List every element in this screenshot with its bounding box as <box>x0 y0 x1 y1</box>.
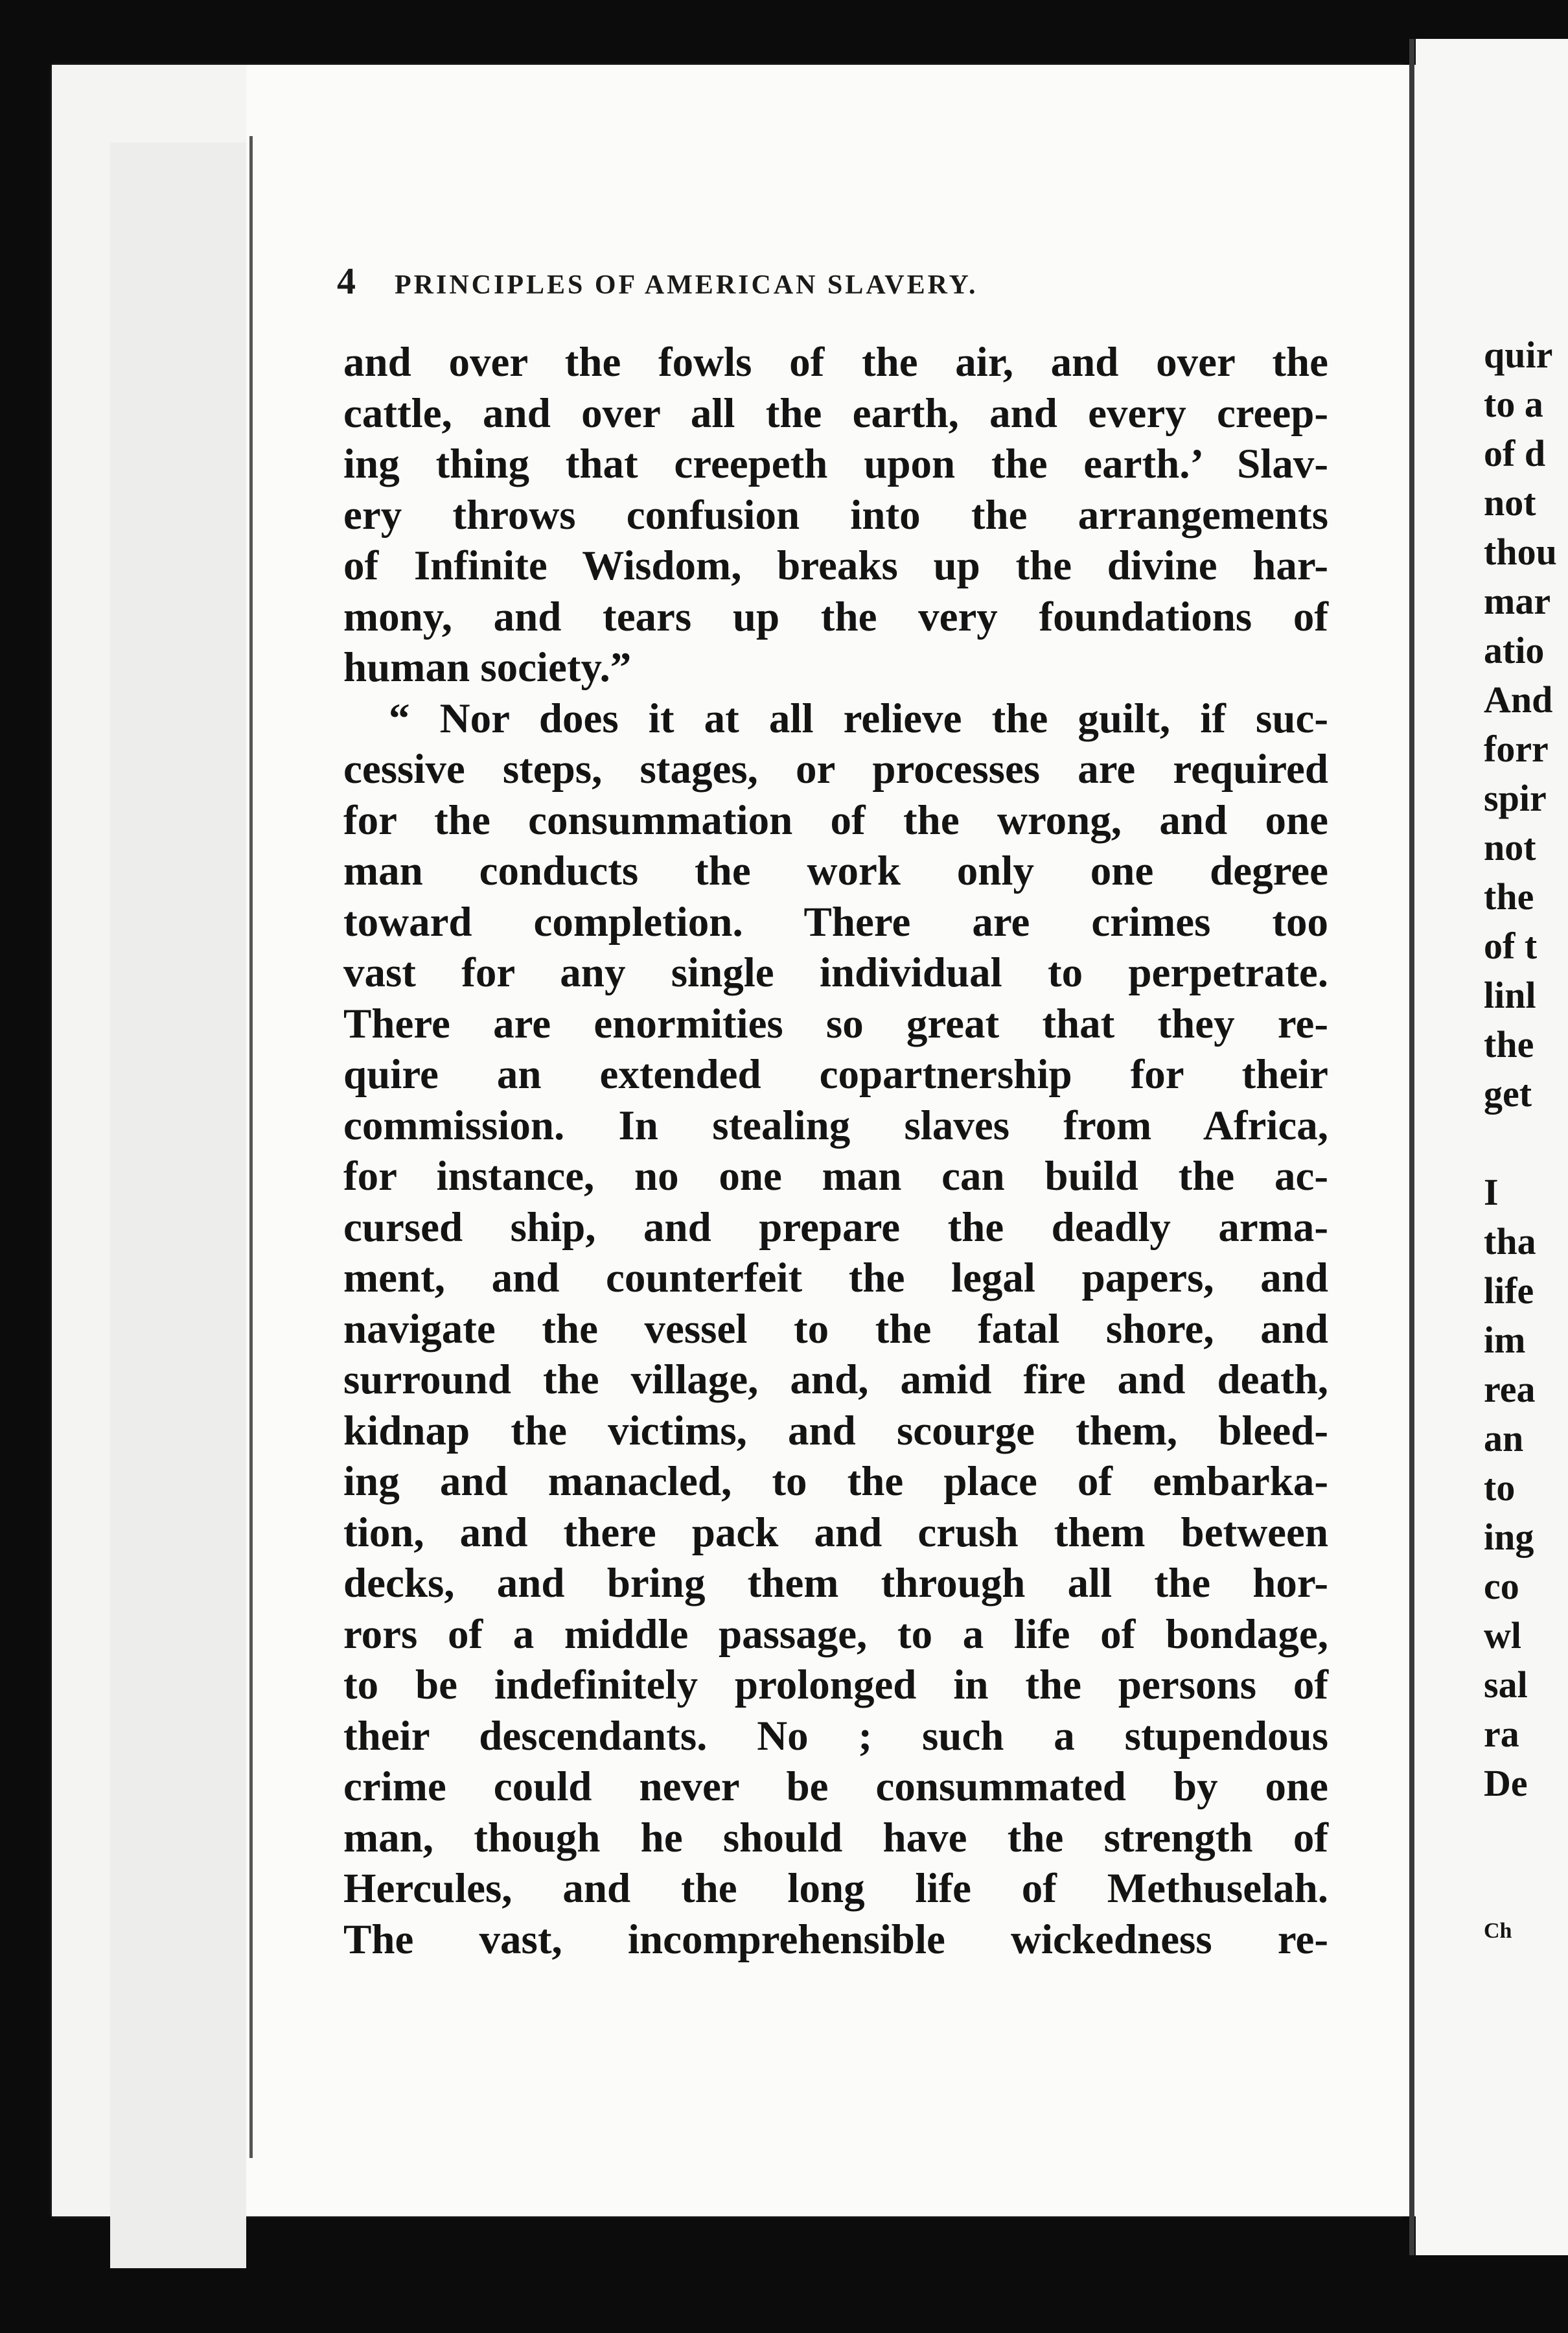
text-line: toward completion. There are crimes too <box>343 898 1328 946</box>
text-line: man, though he should have the strength of <box>343 1814 1328 1861</box>
right-text-fragment: ra <box>1484 1713 1519 1755</box>
running-title: PRINCIPLES OF AMERICAN SLAVERY. <box>395 270 978 300</box>
text-line: mony, and tears up the very foundations of <box>343 593 1328 640</box>
text-line: The vast, incomprehensible wickedness re- <box>343 1916 1328 1963</box>
right-text-fragment: the <box>1484 876 1534 918</box>
running-head <box>337 259 1309 311</box>
body-text <box>343 337 1354 1965</box>
right-text-fragment: the <box>1484 1023 1534 1065</box>
text-line: navigate the vessel to the fatal shore, and <box>343 1305 1328 1352</box>
text-line: of Infinite Wisdom, breaks up the divine har- <box>343 542 1328 589</box>
binding-rule <box>249 136 253 2158</box>
text-line: to be indefinitely prolonged in the persons of <box>343 1662 1328 1708</box>
text-line: cessive steps, stages, or processes are required <box>343 746 1328 793</box>
right-text-fragment: thou <box>1484 531 1557 573</box>
right-text-fragment: wl <box>1484 1614 1521 1656</box>
right-text-fragment <box>1484 1857 1568 1907</box>
text-line: ment, and counterfeit the legal papers, and <box>343 1255 1328 1301</box>
text-line: kidnap the victims, and scourge them, bleed- <box>343 1407 1328 1454</box>
text-line: and over the fowls of the air, and over the <box>343 339 1328 386</box>
gutter-rule <box>1409 39 1414 2255</box>
right-text-fragment: life <box>1484 1270 1534 1312</box>
right-text-fragment: of t <box>1484 925 1538 967</box>
right-text-fragment: im <box>1484 1319 1526 1361</box>
text-line: for the consummation of the wrong, and one <box>343 796 1328 844</box>
right-text-fragment: linl <box>1484 974 1536 1016</box>
text-line: human society.” <box>343 644 632 691</box>
text-line: for instance, no one man can build the ac- <box>343 1153 1328 1200</box>
right-text-fragment <box>1484 1808 1568 1857</box>
right-text-fragment: not <box>1484 482 1536 524</box>
right-text-fragment: ing <box>1484 1516 1534 1558</box>
text-line: Hercules, and the long life of Methuselah. <box>343 1865 1328 1912</box>
text-line: ery throws confusion into the arrangements <box>343 491 1328 539</box>
text-line: commission. In stealing slaves from Africa, <box>343 1102 1328 1149</box>
text-line: quire an extended copartnership for their <box>343 1051 1328 1098</box>
right-text-fragment: tha <box>1484 1220 1536 1262</box>
text-line: cattle, and over all the earth, and every creep- <box>343 389 1328 437</box>
text-line: their descendants. No ; such a stupendous <box>343 1712 1328 1759</box>
text-line: cursed ship, and prepare the deadly arma- <box>343 1203 1328 1251</box>
right-text-fragment: And <box>1484 679 1553 721</box>
right-text-fragment: forr <box>1484 728 1549 770</box>
right-text-fragment: I <box>1484 1171 1499 1213</box>
text-line: surround the village, and, amid fire and death, <box>343 1356 1328 1403</box>
right-page-text <box>1484 331 1568 1956</box>
text-line: “ Nor does it at all relieve the guilt, if suc- <box>389 695 1328 742</box>
right-text-fragment: atio <box>1484 629 1545 671</box>
page-fold-shading <box>110 143 246 2268</box>
text-line: vast for any single individual to perpetrate. <box>343 949 1328 996</box>
right-text-fragment: of d <box>1484 432 1546 474</box>
right-text-fragment: sal <box>1484 1664 1528 1706</box>
text-line: ing and manacled, to the place of embarka- <box>343 1458 1328 1505</box>
right-text-fragment: to <box>1484 1467 1516 1509</box>
text-line: There are enormities so great that they re- <box>343 1000 1328 1047</box>
right-text-fragment <box>1484 1119 1568 1168</box>
text-line: crime could never be consummated by one <box>343 1763 1328 1810</box>
right-text-fragment: an <box>1484 1417 1524 1459</box>
right-text-fragment: to a <box>1484 383 1543 425</box>
right-text-fragment: rea <box>1484 1368 1536 1410</box>
right-text-fragment: co <box>1484 1565 1519 1607</box>
text-line: tion, and there pack and crush them between <box>343 1509 1328 1556</box>
text-line: decks, and bring them through all the hor- <box>343 1560 1328 1607</box>
text-line: rors of a middle passage, to a life of bondage, <box>343 1610 1328 1658</box>
right-text-fragment: spir <box>1484 777 1547 819</box>
right-text-fragment: De <box>1484 1762 1528 1804</box>
right-text-fragment: not <box>1484 826 1536 868</box>
right-text-fragment: Ch <box>1484 1919 1512 1943</box>
text-line: man conducts the work only one degree <box>343 848 1328 894</box>
right-text-fragment: quir <box>1484 334 1553 376</box>
text-line: ing thing that creepeth upon the earth.’ Slav- <box>343 441 1328 487</box>
right-text-fragment: get <box>1484 1073 1532 1115</box>
right-text-fragment: mar <box>1484 580 1551 622</box>
page-number: 4 <box>337 260 356 302</box>
